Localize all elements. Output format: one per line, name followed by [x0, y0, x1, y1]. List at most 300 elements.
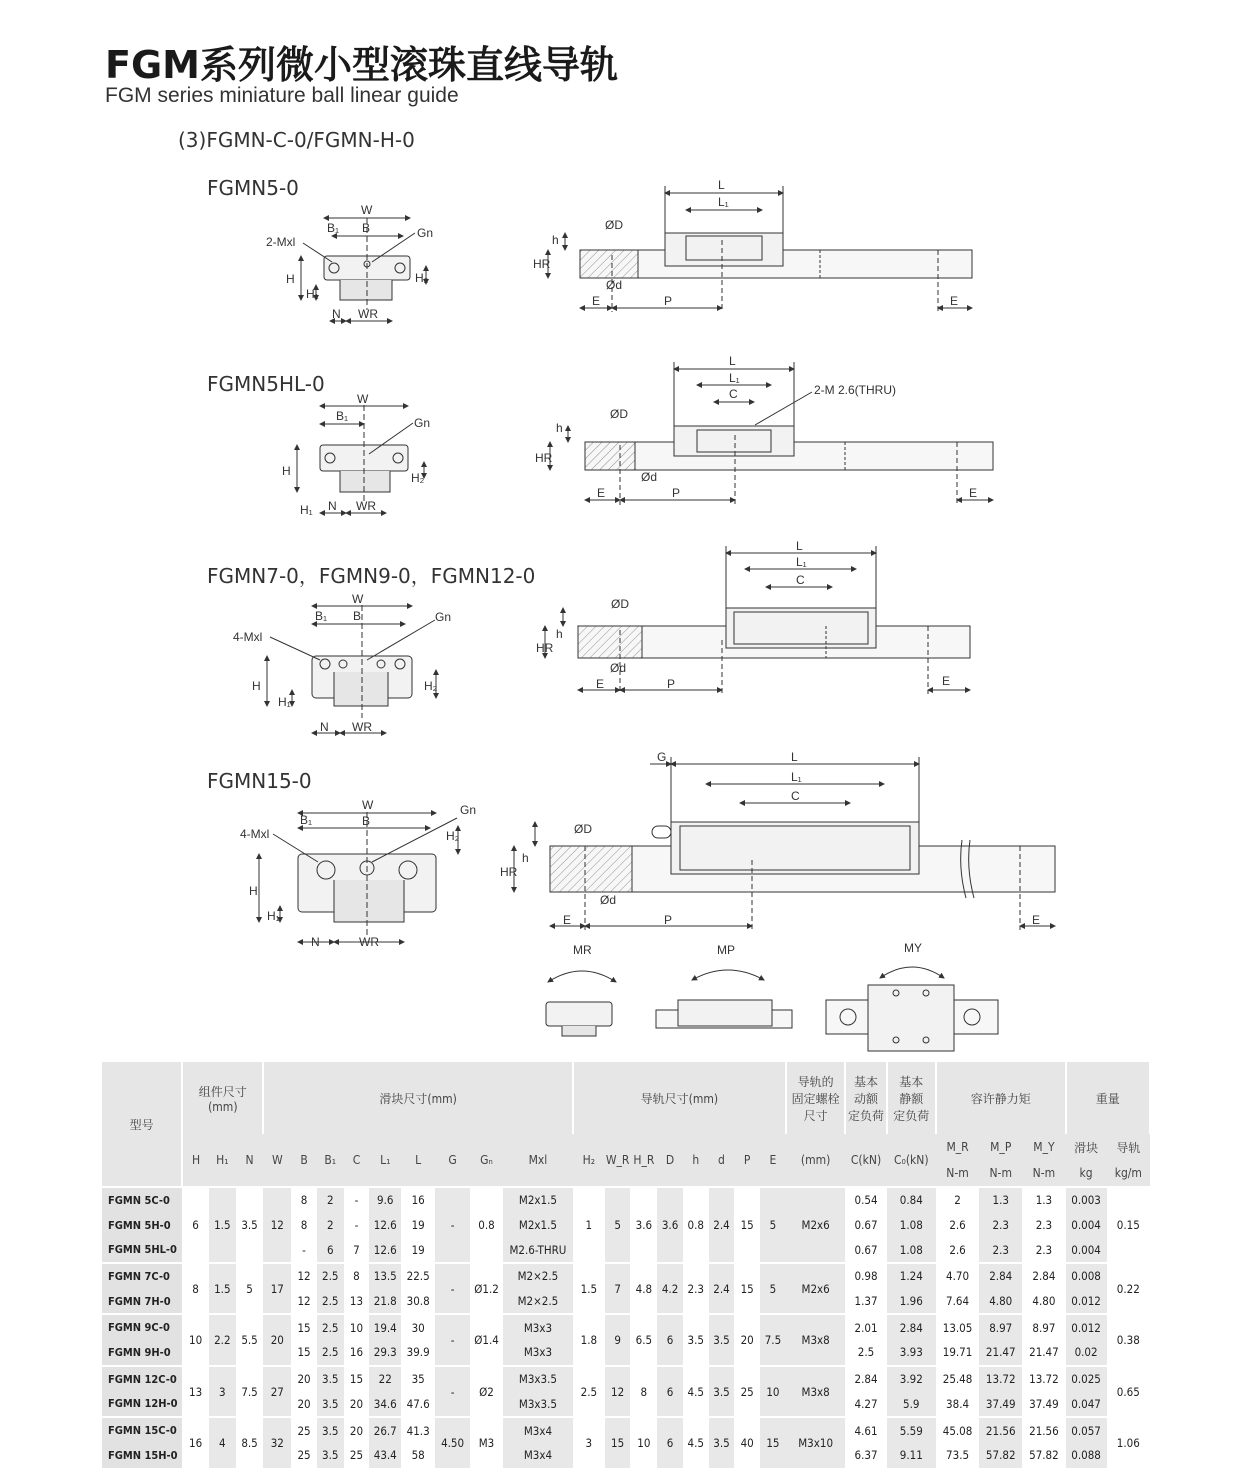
table-cell: 45.08 — [936, 1417, 979, 1443]
table-cell: 10 — [760, 1366, 786, 1417]
header-block: 滑块尺寸(mm) — [263, 1062, 572, 1134]
table-cell: 4.27 — [845, 1392, 886, 1418]
dim-label: E — [969, 486, 978, 500]
table-cell: 2.6 — [936, 1213, 979, 1238]
table-cell: 0.004 — [1066, 1213, 1107, 1238]
table-cell: 1.5 — [573, 1263, 605, 1314]
table-cell: 5 — [605, 1187, 631, 1263]
table-cell: 0.54 — [845, 1187, 886, 1213]
table-cell: 37.49 — [979, 1392, 1022, 1418]
dim-label: H₂ — [411, 471, 425, 485]
unit-header: N-m — [979, 1160, 1022, 1187]
dim-label: L — [791, 750, 798, 764]
dim-label: HR — [535, 451, 553, 465]
table-cell: 0.025 — [1066, 1366, 1107, 1392]
dim-label: HR — [533, 257, 551, 271]
model-cell: FGMN 12H-0 — [102, 1392, 182, 1418]
table-cell: 5 — [236, 1263, 264, 1314]
model-cell: FGMN 7C-0 — [102, 1263, 182, 1289]
table-cell: 19.4 — [369, 1314, 401, 1340]
column-header: d — [709, 1134, 735, 1187]
table-row — [102, 1417, 1150, 1443]
table-cell: 1.3 — [1022, 1187, 1065, 1213]
dim-label: H₁ — [267, 909, 280, 923]
moment-my-diagram — [826, 967, 998, 1051]
table-cell: 8.5 — [236, 1417, 264, 1467]
table-cell: 1.37 — [845, 1289, 886, 1315]
dim-label: E — [950, 294, 959, 308]
table-cell: 27 — [263, 1366, 291, 1417]
table-cell: - — [291, 1237, 317, 1263]
dim-label: W — [357, 392, 369, 406]
dim-label: H — [249, 884, 258, 898]
dim-label: H₂ — [446, 829, 460, 843]
table-cell: 0.22 — [1107, 1263, 1150, 1314]
dim-label: B — [362, 221, 371, 235]
table-cell: 2 — [936, 1187, 979, 1213]
table-cell: 2 — [317, 1213, 344, 1238]
dim-label: B₁ — [336, 409, 349, 423]
dim-label: Gn — [435, 610, 452, 624]
fgmn5hl-side-view — [550, 362, 993, 505]
dim-label: 2-Mxl — [266, 235, 296, 249]
table-cell: 19 — [401, 1237, 435, 1263]
table-cell: 3.6 — [657, 1187, 683, 1263]
table-cell: 4.5 — [683, 1417, 709, 1467]
dim-label: HR — [536, 641, 554, 655]
table-cell: M2.6-THRU — [503, 1237, 573, 1263]
dim-label: W — [352, 592, 364, 606]
table-cell: 1.96 — [887, 1289, 936, 1315]
dim-label: h — [556, 421, 563, 435]
table-cell: 15 — [605, 1417, 631, 1467]
table-cell: 25 — [734, 1366, 760, 1417]
dim-label: WR — [358, 307, 378, 321]
table-cell: M2×2.5 — [503, 1289, 573, 1315]
table-cell: 4 — [209, 1417, 236, 1467]
table-cell: 8 — [182, 1263, 209, 1314]
unit-header: N-m — [1022, 1160, 1065, 1187]
table-cell: 3.5 — [317, 1392, 344, 1418]
table-cell: 1.08 — [887, 1213, 936, 1238]
moment-label: MP — [717, 943, 735, 957]
table-cell: 57.82 — [1022, 1443, 1065, 1468]
fgmn5hl-end-view — [297, 405, 424, 513]
model-cell: FGMN 12C-0 — [102, 1366, 182, 1392]
model-cell: FGMN 9C-0 — [102, 1314, 182, 1340]
column-header: Mxl — [503, 1134, 573, 1187]
dim-label: E — [597, 486, 606, 500]
table-cell: 2.5 — [317, 1314, 344, 1340]
table-cell: 13.05 — [936, 1314, 979, 1340]
table-cell: 30 — [401, 1314, 435, 1340]
table-cell: 0.004 — [1066, 1237, 1107, 1263]
table-cell: 15 — [291, 1314, 317, 1340]
dim-label: H — [286, 272, 295, 286]
table-cell: 3.6 — [630, 1187, 657, 1263]
moment-label: MR — [573, 943, 592, 957]
table-cell: 15 — [291, 1340, 317, 1366]
model-label-fgmn5: FGMN5-0 — [207, 176, 299, 200]
table-cell: 4.5 — [683, 1366, 709, 1417]
dim-label: C — [796, 573, 805, 587]
table-cell: 4.80 — [1022, 1289, 1065, 1315]
table-cell: 40 — [734, 1417, 760, 1467]
dim-label: G — [657, 750, 667, 764]
column-header: C(kN) — [845, 1134, 886, 1187]
spec-table-wrap — [102, 1062, 1151, 1468]
dim-label: 4-Mxl — [233, 630, 263, 644]
table-cell: 0.67 — [845, 1237, 886, 1263]
table-cell: 8.97 — [1022, 1314, 1065, 1340]
dim-label: E — [596, 677, 605, 691]
dim-label: N — [328, 499, 337, 513]
table-cell: 2.5 — [317, 1340, 344, 1366]
table-cell: 2.84 — [887, 1314, 936, 1340]
table-row — [102, 1366, 1150, 1392]
table-cell: M2x1.5 — [503, 1213, 573, 1238]
dim-label: WR — [359, 935, 379, 949]
table-cell: M3x8 — [786, 1366, 846, 1417]
table-cell: 43.4 — [369, 1443, 401, 1468]
table-cell: 2.3 — [1022, 1237, 1065, 1263]
table-cell: 2.84 — [979, 1263, 1022, 1289]
table-cell: 6 — [657, 1417, 683, 1467]
moment-label: MY — [904, 941, 922, 955]
table-cell: 0.8 — [683, 1187, 709, 1263]
column-header: E — [760, 1134, 786, 1187]
table-row — [102, 1314, 1150, 1340]
table-cell: 2.6 — [936, 1237, 979, 1263]
table-cell: 3.5 — [317, 1417, 344, 1443]
table-cell: 8.97 — [979, 1314, 1022, 1340]
table-cell: 7 — [344, 1237, 370, 1263]
table-cell: 2.5 — [317, 1263, 344, 1289]
table-cell: 19 — [401, 1213, 435, 1238]
header-assembly: 组件尺寸 (mm) — [182, 1062, 263, 1134]
table-cell: 5.9 — [887, 1392, 936, 1418]
dim-label: 2-M 2.6(THRU) — [814, 383, 897, 397]
dim-label: h — [522, 851, 529, 865]
table-cell: M2x6 — [786, 1263, 846, 1314]
table-cell: 17 — [263, 1263, 291, 1314]
table-cell: 20 — [344, 1417, 370, 1443]
dim-label: L — [718, 178, 725, 192]
table-cell: M2×2.5 — [503, 1263, 573, 1289]
dim-label: E — [563, 913, 572, 927]
unit-header: N-m — [936, 1160, 979, 1187]
dim-label: Ød — [606, 278, 623, 292]
column-header: C₀(kN) — [887, 1134, 936, 1187]
table-cell: 6.5 — [630, 1314, 657, 1365]
dim-label: H₁ — [306, 287, 319, 301]
table-cell: 41.3 — [401, 1417, 435, 1443]
model-label-fgmn15: FGMN15-0 — [207, 769, 312, 793]
table-cell: Ø1.2 — [470, 1263, 503, 1314]
header-static-load: 基本 静额 定负荷 — [887, 1062, 936, 1134]
table-cell: M2x1.5 — [503, 1187, 573, 1213]
table-cell: 38.4 — [936, 1392, 979, 1418]
column-header: H_R — [630, 1134, 657, 1187]
table-cell: 2.84 — [1022, 1263, 1065, 1289]
dim-label: WR — [356, 499, 376, 513]
model-cell: FGMN 5HL-0 — [102, 1237, 182, 1263]
table-cell: 1.8 — [573, 1314, 605, 1365]
table-cell: 32 — [263, 1417, 291, 1467]
table-cell: 8 — [630, 1366, 657, 1417]
column-header: L — [401, 1134, 435, 1187]
section-heading: (3)FGMN-C-0/FGMN-H-0 — [178, 128, 415, 152]
table-cell: 5 — [760, 1263, 786, 1314]
table-cell: 7.5 — [236, 1366, 264, 1417]
table-cell: 22.5 — [401, 1263, 435, 1289]
model-cell: FGMN 9H-0 — [102, 1340, 182, 1366]
spec-table — [102, 1062, 1151, 1468]
table-cell: 2.2 — [209, 1314, 236, 1365]
dim-label: L — [729, 354, 736, 368]
table-cell: 8 — [291, 1187, 317, 1213]
dim-label: ØD — [610, 407, 628, 421]
dim-label: Gn — [414, 416, 431, 430]
table-cell: 25 — [291, 1417, 317, 1443]
table-cell: 5.59 — [887, 1417, 936, 1443]
table-cell: M3 — [470, 1417, 503, 1467]
table-cell: 2.4 — [709, 1263, 735, 1314]
dim-label: P — [664, 913, 673, 927]
table-cell: 7 — [605, 1263, 631, 1314]
table-cell: 6 — [657, 1366, 683, 1417]
column-header: M_R — [936, 1134, 979, 1160]
table-cell: 13 — [182, 1366, 209, 1417]
dim-label: N — [311, 935, 320, 949]
column-header: C — [344, 1134, 370, 1187]
dim-label: H₁ — [278, 695, 291, 709]
dim-label: B₁ — [327, 221, 340, 235]
table-cell: 2.5 — [845, 1340, 886, 1366]
table-cell: 7.5 — [760, 1314, 786, 1365]
table-cell: 0.008 — [1066, 1263, 1107, 1289]
table-cell: 13 — [344, 1289, 370, 1315]
table-cell: 25 — [344, 1443, 370, 1468]
table-cell: - — [435, 1187, 470, 1263]
dim-label: P — [667, 677, 676, 691]
table-cell: 57.82 — [979, 1443, 1022, 1468]
column-header: H — [182, 1134, 209, 1187]
table-cell: 4.70 — [936, 1263, 979, 1289]
dim-label: B — [353, 609, 362, 623]
table-cell: 16 — [344, 1340, 370, 1366]
table-cell: 1.3 — [979, 1187, 1022, 1213]
table-cell: Ø1.4 — [470, 1314, 503, 1365]
dim-label: Gn — [417, 226, 434, 240]
table-cell: 21.47 — [1022, 1340, 1065, 1366]
unit-header: kg/m — [1107, 1160, 1150, 1187]
table-cell: - — [344, 1213, 370, 1238]
table-cell: 4.8 — [630, 1263, 657, 1314]
table-cell: 0.98 — [845, 1263, 886, 1289]
table-cell: 2.01 — [845, 1314, 886, 1340]
table-cell: 3.5 — [709, 1314, 735, 1365]
dim-label: B₁ — [315, 609, 328, 623]
dim-label: Ød — [641, 470, 658, 484]
table-cell: 21.8 — [369, 1289, 401, 1315]
model-cell: FGMN 7H-0 — [102, 1289, 182, 1315]
column-header: 导轨 — [1107, 1134, 1150, 1160]
table-cell: - — [344, 1187, 370, 1213]
dim-label: W — [362, 798, 374, 812]
table-cell: 0.057 — [1066, 1417, 1107, 1443]
table-cell: M3x8 — [786, 1314, 846, 1365]
table-cell: 2.84 — [845, 1366, 886, 1392]
table-cell: 1.06 — [1107, 1417, 1150, 1467]
moment-mp-diagram — [656, 970, 792, 1028]
dim-label: L₁ — [729, 371, 740, 385]
table-cell: 29.3 — [369, 1340, 401, 1366]
table-cell: 3.92 — [887, 1366, 936, 1392]
table-cell: 1.5 — [209, 1263, 236, 1314]
table-cell: 3 — [573, 1417, 605, 1467]
column-header: M_P — [979, 1134, 1022, 1160]
table-cell: 21.47 — [979, 1340, 1022, 1366]
table-cell: 0.67 — [845, 1213, 886, 1238]
dim-label: H₁ — [300, 503, 313, 517]
fgmn7-end-view — [267, 605, 436, 733]
header-dynamic-load: 基本 动额 定负荷 — [845, 1062, 886, 1134]
table-cell: 0.38 — [1107, 1314, 1150, 1365]
column-header: B₁ — [317, 1134, 344, 1187]
table-cell: 2.3 — [1022, 1213, 1065, 1238]
table-cell: 25 — [291, 1443, 317, 1468]
table-cell: 12 — [263, 1187, 291, 1263]
moment-mr-diagram — [546, 971, 616, 1036]
table-cell: 58 — [401, 1443, 435, 1468]
table-cell: 7.64 — [936, 1289, 979, 1315]
dim-label: B₁ — [300, 813, 313, 827]
table-cell: 1 — [573, 1187, 605, 1263]
model-label-fgmn7-9-12: FGMN7-0，FGMN9-0，FGMN12-0 — [207, 564, 536, 588]
dim-label: Ød — [610, 661, 627, 675]
dim-label: H₂ — [424, 679, 438, 693]
dim-label: P — [672, 486, 681, 500]
table-cell: 20 — [263, 1314, 291, 1365]
column-header: H₁ — [209, 1134, 236, 1187]
table-cell: 2.3 — [683, 1263, 709, 1314]
dim-label: L₁ — [718, 195, 729, 209]
table-cell: 12 — [605, 1366, 631, 1417]
table-cell: 0.012 — [1066, 1289, 1107, 1315]
table-cell: 0.088 — [1066, 1443, 1107, 1468]
table-row — [102, 1187, 1150, 1213]
table-cell: Ø2 — [470, 1366, 503, 1417]
column-header: L₁ — [369, 1134, 401, 1187]
header-rail: 导轨尺寸(mm) — [573, 1062, 786, 1134]
table-cell: 4.50 — [435, 1417, 470, 1467]
table-cell: 1.5 — [209, 1187, 236, 1263]
table-cell: 13.5 — [369, 1263, 401, 1289]
table-cell: 0.02 — [1066, 1340, 1107, 1366]
table-cell: 5.5 — [236, 1314, 264, 1365]
table-cell: 8 — [344, 1263, 370, 1289]
column-header: P — [734, 1134, 760, 1187]
dim-label: H — [252, 679, 261, 693]
dim-label: E — [942, 674, 951, 688]
table-cell: - — [435, 1314, 470, 1365]
header-weight: 重量 — [1066, 1062, 1150, 1134]
table-cell: 16 — [182, 1417, 209, 1467]
table-cell: 6 — [317, 1237, 344, 1263]
table-cell: M3x10 — [786, 1417, 846, 1467]
dim-label: L₁ — [791, 770, 802, 784]
table-cell: 2.5 — [317, 1289, 344, 1315]
table-cell: 15 — [734, 1187, 760, 1263]
header-model: 型号 — [102, 1062, 182, 1187]
dim-label: ØD — [605, 218, 623, 232]
column-header: M_Y — [1022, 1134, 1065, 1160]
dim-label: h — [556, 627, 563, 641]
table-cell: M3x3 — [503, 1340, 573, 1366]
table-cell: 20 — [734, 1314, 760, 1365]
table-cell: 2.4 — [709, 1187, 735, 1263]
table-cell: M3x4 — [503, 1417, 573, 1443]
table-row — [102, 1263, 1150, 1289]
table-cell: 35 — [401, 1366, 435, 1392]
table-cell: 16 — [401, 1187, 435, 1213]
table-cell: 19.71 — [936, 1340, 979, 1366]
column-header: 滑块 — [1066, 1134, 1107, 1160]
table-cell: 1.08 — [887, 1237, 936, 1263]
dim-label: C — [791, 789, 800, 803]
header-moment: 容许静力矩 — [936, 1062, 1066, 1134]
page-subtitle: FGM series miniature ball linear guide — [105, 84, 459, 107]
dim-label: C — [729, 387, 738, 401]
table-cell: 0.8 — [470, 1187, 503, 1263]
table-cell: 10 — [182, 1314, 209, 1365]
table-cell: 10 — [344, 1314, 370, 1340]
table-cell: 3.5 — [709, 1366, 735, 1417]
dim-label: Gn — [460, 803, 477, 817]
dim-label: h — [552, 233, 559, 247]
table-cell: 3.5 — [317, 1366, 344, 1392]
table-cell: 12.6 — [369, 1237, 401, 1263]
column-header: Gₙ — [470, 1134, 503, 1187]
table-cell: 10 — [630, 1417, 657, 1467]
table-cell: 3.5 — [236, 1187, 264, 1263]
table-cell: 34.6 — [369, 1392, 401, 1418]
table-cell: 9.6 — [369, 1187, 401, 1213]
table-cell: 2.3 — [979, 1213, 1022, 1238]
table-cell: 20 — [344, 1392, 370, 1418]
table-cell: 1.24 — [887, 1263, 936, 1289]
table-cell: 20 — [291, 1366, 317, 1392]
fgmn15-end-view — [259, 812, 458, 942]
dim-label: H — [282, 464, 291, 478]
column-header: G — [435, 1134, 470, 1187]
table-cell: 2 — [317, 1187, 344, 1213]
column-header: W_R — [605, 1134, 631, 1187]
table-cell: 13.72 — [979, 1366, 1022, 1392]
table-cell: M3x3.5 — [503, 1392, 573, 1418]
table-cell: 25.48 — [936, 1366, 979, 1392]
dim-label: Ød — [600, 893, 617, 907]
table-cell: 15 — [344, 1366, 370, 1392]
dim-label: N — [320, 720, 329, 734]
table-cell: 5 — [760, 1187, 786, 1263]
dim-label: L₁ — [796, 555, 807, 569]
dim-label: WR — [352, 720, 372, 734]
table-cell: 47.6 — [401, 1392, 435, 1418]
table-cell: 6.37 — [845, 1443, 886, 1468]
column-header: W — [263, 1134, 291, 1187]
